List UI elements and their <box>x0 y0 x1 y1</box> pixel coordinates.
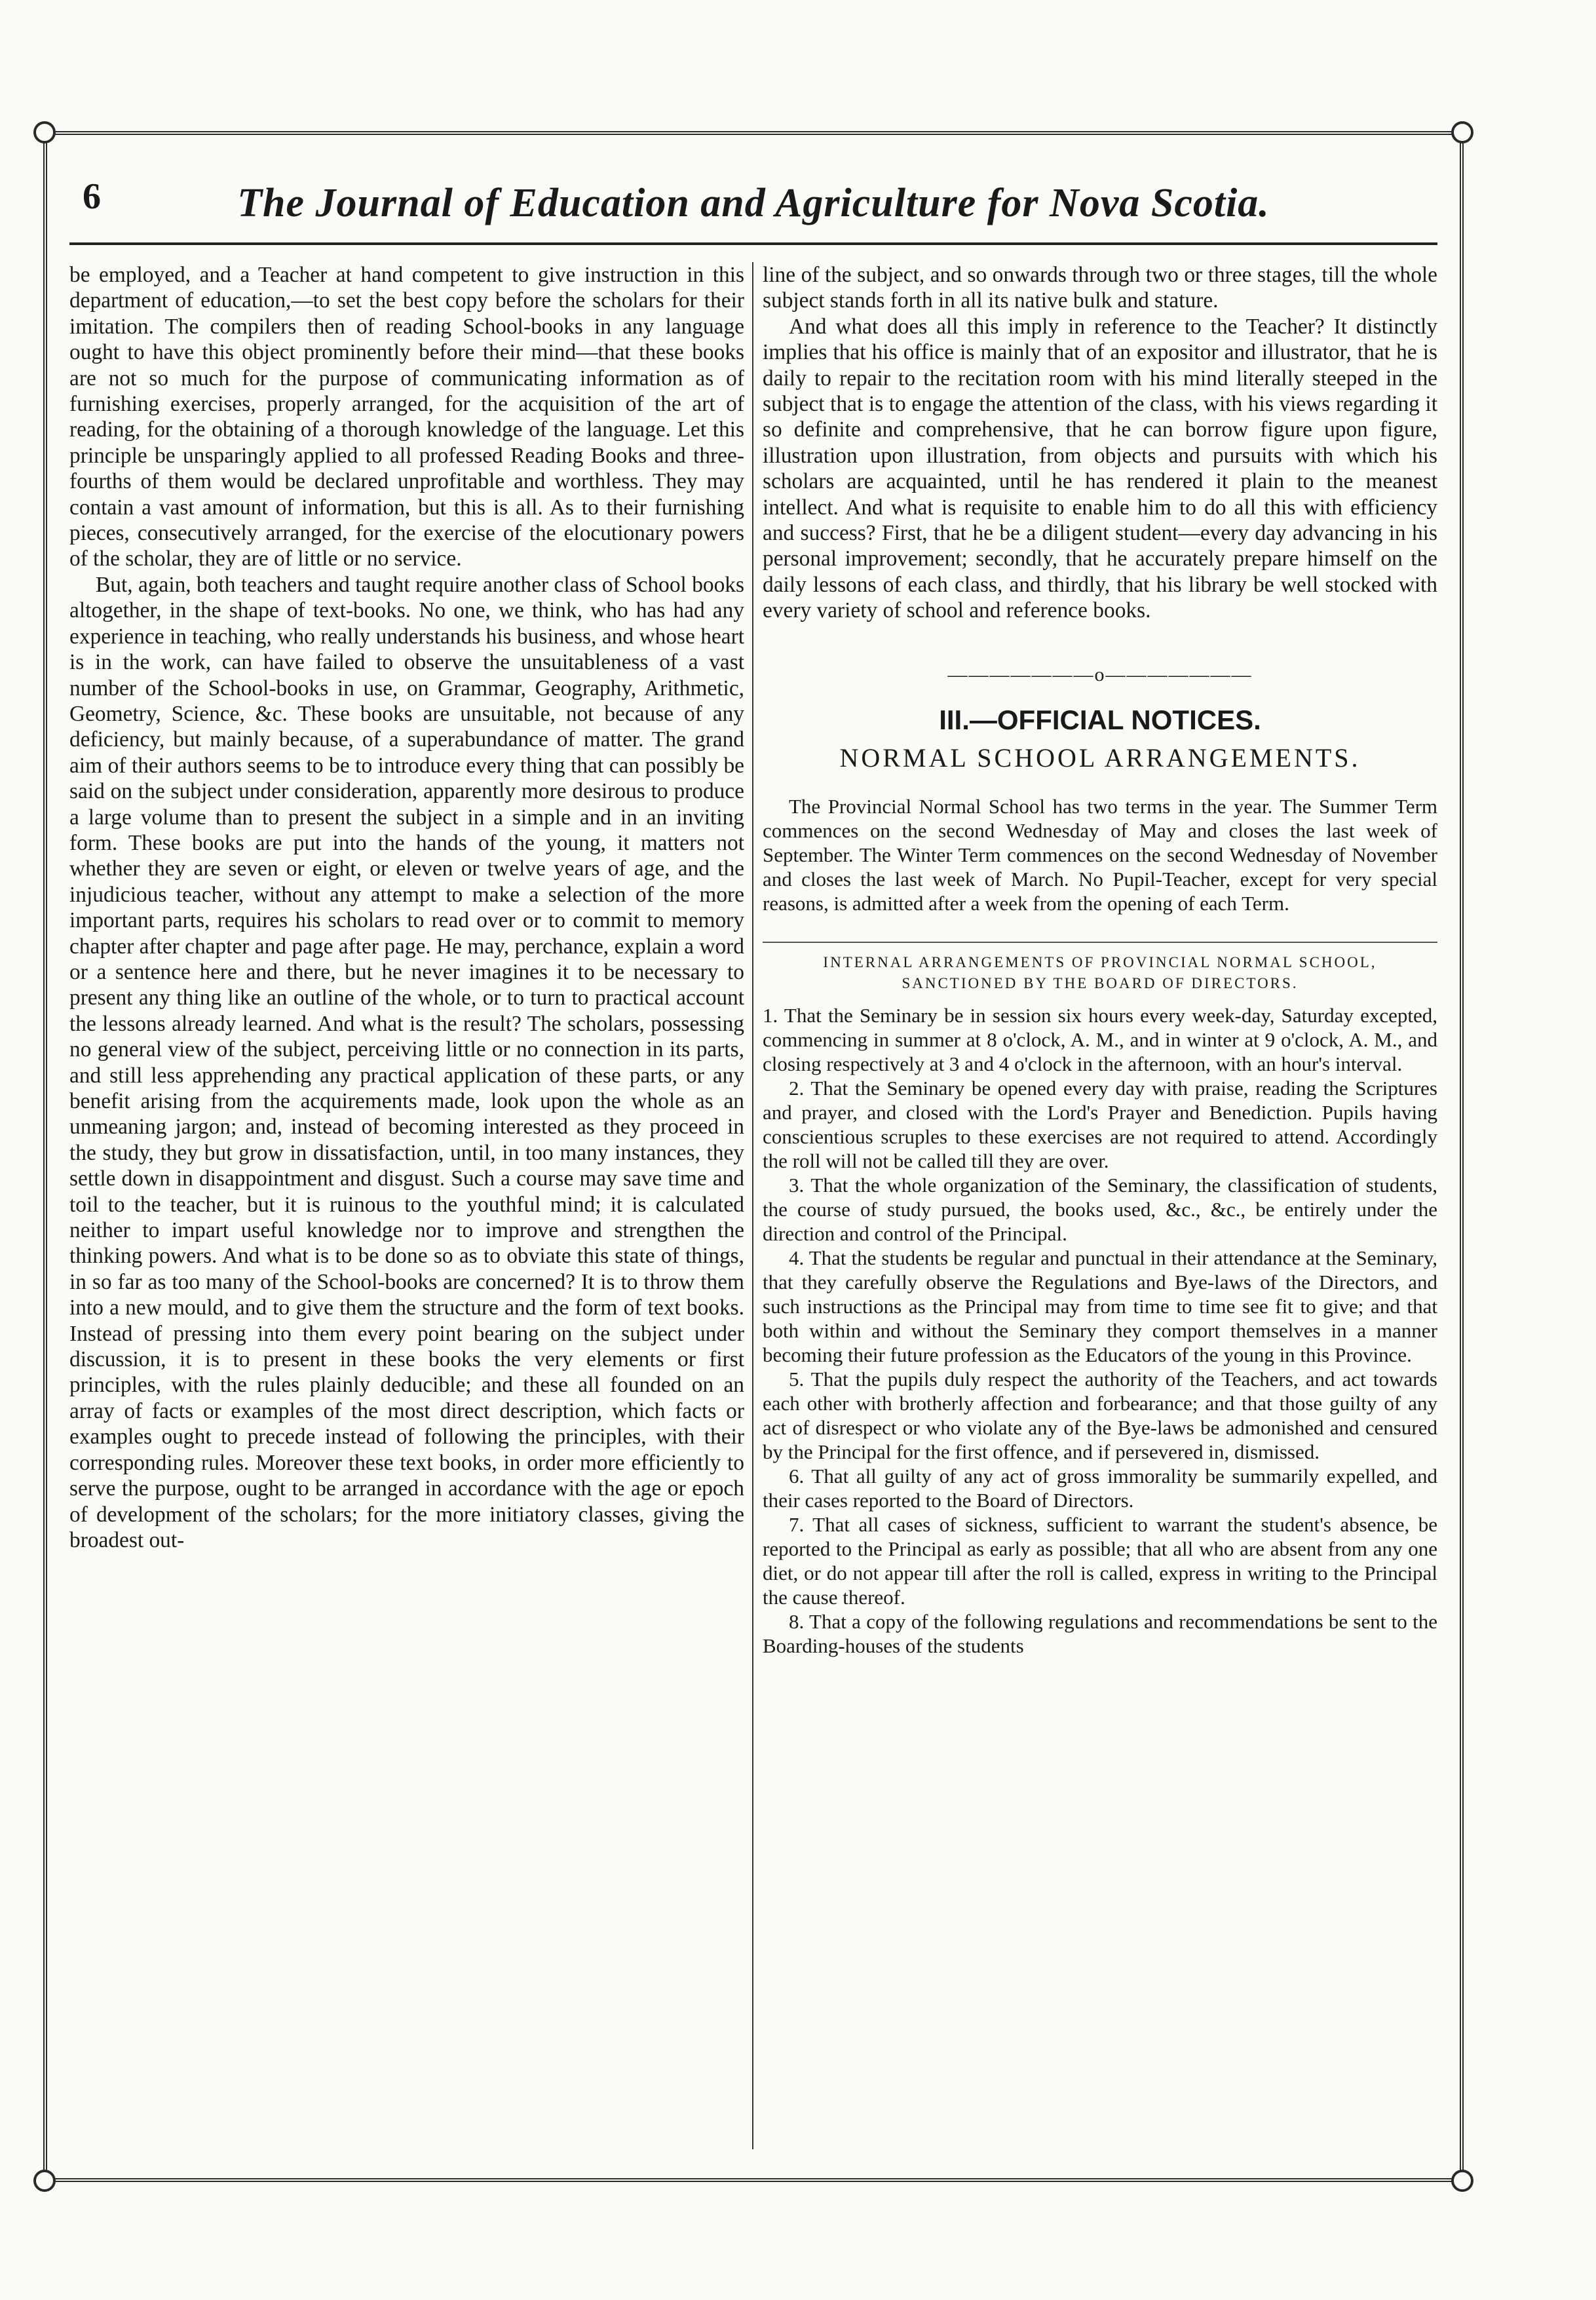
rule-item: 1. That the Seminary be in session six hours every week-day, Saturday excepted, commencing in summer at 8 o'clock, A. M., and in winter at 9 o'clock, A. M., and closing respectively at 3 and 4 o'clock in the afternoon, with an hour's interval. <box>763 1003 1437 1075</box>
normal-school-terms-notice: The Provincial Normal School has two terms in the year. The Summer Term commences on the second Wednesday of May and closes the last week of September. The Winter Term commences on the second Wednesday of November and closes the last week of March. No Pupil-Teacher, except for very special reasons, is admitted after a week from the opening of each Term. <box>763 794 1437 915</box>
journal-title: The Journal of Education and Agriculture for Nova Scotia. <box>237 180 1270 225</box>
rule-item: 7. That all cases of sickness, sufficient to warrant the student's absence, be reported to the Principal as early as possible; that all who are absent from any one diet, or do not appear till after the roll is called, express in writing to the Principal the cause thereof. <box>763 1512 1437 1609</box>
section-separator: ———————o——————— <box>947 663 1253 685</box>
rule-item: 5. That the pupils duly respect the authority of the Teachers, and act towards each other with brotherly affection and forbearance; and that those guilty of any act of disrespect or who violate any of the Bye-laws be admonished and censured by the Principal for the first offence, and if persevered in, dismissed. <box>763 1367 1437 1463</box>
page-number: 6 <box>83 176 101 217</box>
corner-ornament-icon <box>33 2170 56 2192</box>
rule-item: 3. That the whole organization of the Seminary, the classification of students, the course of study pursued, the books used, &c., &c., be entirely under the direction and control of the Principal. <box>763 1173 1437 1245</box>
paragraph: But, again, both teachers and taught require another class of School books altogether, in the shape of text-books. No one, we think, who has had any experience in teaching, who really understands his business, and whose heart is in the work, can have failed to observe the unsuitableness of a vast number of the School-books in use, on Grammar, Geography, Arithmetic, Geometry, Science, &c. These books are unsuitable, not because of any deficiency, but mainly because, of a superabundance of matter. The grand aim of their authors seems to be to introduce every thing that can possibly be said on the subject under consideration, apparently more desirous to produce a large volume than to present the subject in a simple and in an inviting form. These books are put into the hands of the young, it matters not whether they are seven or eight, or eleven or twelve years of age, and the injudicious teacher, without any attempt to make a selection of the more important parts, requires his scholars to read over or to commit to memory chapter after chapter and page after page. He may, perchance, explain a word or a sentence here and there, but he never imagines it to be necessary to present any thing like an outline of the whole, or to turn to practical account the lessons already learned. And what is the result? The scholars, possessing no general view of the subject, perceiving little or no connection in its parts, and still less apprehending any practical application of these parts, or any benefit arising from the acquirements made, look upon the whole as an unmeaning jargon; and, instead of becoming interested as they proceed in the study, they but grow in dissatisfaction, until, in too many instances, they settle down in disappointment and disgust. Such a course may save time and toil to the teacher, but it is ruinous to the youthful mind; it is calculated neither to impart useful knowledge nor to improve and strengthen the thinking powers. And what is to be done so as to obviate this state of things, in so far as too many of the School-books are concerned? It is to throw them into a new mould, and to give them the structure and the form of text books. Instead of pressing into them every point bearing on the subject under discussion, it is to present in these books the very elements or first principles, with the rules plainly deducible; and these all founded on an array of facts or examples of the most direct description, which facts or examples ought to precede instead of following the principles, with their corresponding rules. Moreover these text books, in order more efficiently to serve the purpose, ought to be arranged in accordance with the age or epoch of development of the scholars; for the more initiatory classes, giving the broadest out- <box>69 572 744 1552</box>
corner-ornament-icon <box>1451 121 1473 144</box>
rule-item: 4. That the students be regular and punctual in their attendance at the Seminary, that they carefully observe the Regulations and Bye-laws of the Directors, and such instructions as the Principal may from time to time see fit to give; and that both within and without the Seminary they comport themselves in a manner becoming their future profession as the Educators of the young in this Province. <box>763 1246 1437 1366</box>
page-header <box>83 170 1424 236</box>
rule-item: 8. That a copy of the following regulations and recommendations be sent to the Boarding-houses of the students <box>763 1609 1437 1657</box>
arrangements-heading: INTERNAL ARRANGEMENTS OF PROVINCIAL NORMAL SCHOOL, SANCTIONED BY THE BOARD OF DIRECTORS. <box>763 942 1437 994</box>
section-title: III.—OFFICIAL NOTICES. <box>939 704 1261 736</box>
rule-item: 6. That all guilty of any act of gross immorality be summarily expelled, and their cases reported to the Board of Directors. <box>763 1464 1437 1512</box>
corner-ornament-icon <box>33 121 56 144</box>
paragraph: be employed, and a Teacher at hand competent to give instruction in this department of education,—to set the best copy before the scholars for their imitation. The compilers then of reading School-books in any language ought to have this object prominently before their mind—that these books are not so much for the purpose of communicating information as of furnishing exercises, properly arranged, for the acquisition of the art of reading, for the obtaining of a thorough knowledge of the language. Let this principle be unsparingly applied to all professed Reading Books and three-fourths of them would be declared unprofitable and worthless. They may contain a vast amount of information, but this is all. As to their furnishing pieces, consecutively arranged, for the exercise of the elocutionary powers of the scholar, they are of little or no service. <box>69 263 744 571</box>
section-subtitle: NORMAL SCHOOL ARRANGEMENTS. <box>839 742 1361 773</box>
header-rule <box>69 242 1437 245</box>
column-divider <box>752 262 753 2149</box>
corner-ornament-icon <box>1451 2170 1473 2192</box>
paragraph: And what does all this imply in reference to the Teacher? It distinctly implies that his office is mainly that of an expositor and illustrator, that he is daily to repair to the recitation room with his mind literally steeped in the subject that is to engage the attention of the class, with his views regarding it so definite and comprehensive, that he can borrow figure upon figure, illustration upon illustration, from objects and pursuits with which his scholars are acquainted, until he has rendered it plain to the meanest intellect. And what is requisite to enable him to do all this with efficiency and success? First, that he be a diligent student—every day advancing in his personal improvement; secondly, that he accurately prepare himself on the daily lessons of each class, and thirdly, that his library be well stocked with every variety of school and reference books. <box>763 314 1437 623</box>
rule-item: 2. That the Seminary be opened every day with praise, reading the Scriptures and prayer, and closed with the Lord's Prayer and Benediction. Pupils having conscientious scruples to these exercises are not required to attend. Accordingly the roll will not be called till they are over. <box>763 1076 1437 1172</box>
right-column <box>763 262 1437 1658</box>
page-frame <box>43 131 1464 2182</box>
left-column <box>69 262 744 1553</box>
paragraph: line of the subject, and so onwards through two or three stages, till the whole subject stands forth in all its native bulk and stature. <box>763 263 1437 313</box>
